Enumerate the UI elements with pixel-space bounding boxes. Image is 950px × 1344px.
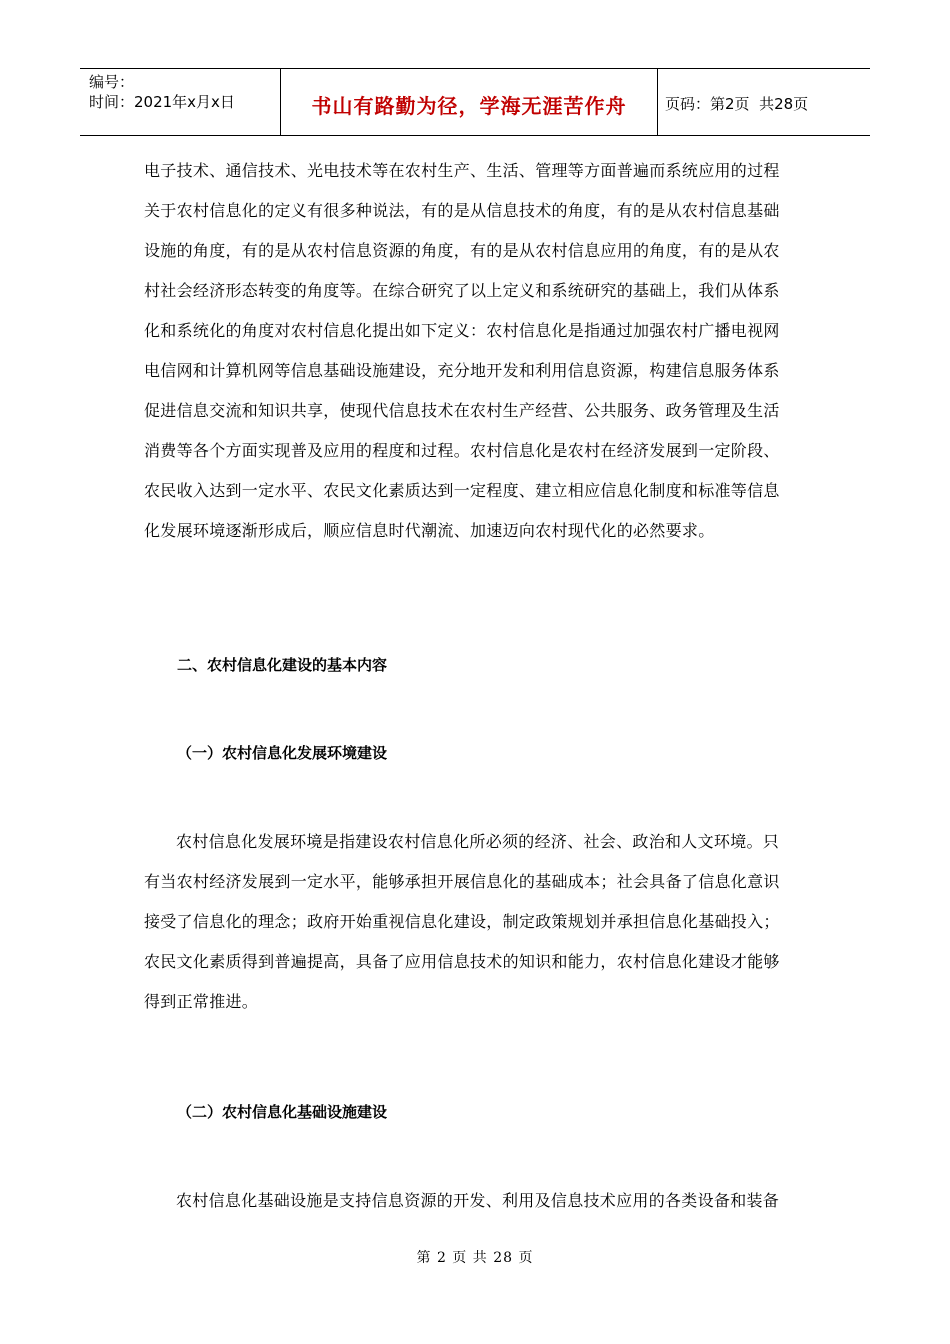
text-line: 设施的角度，有的是从农村信息资源的角度，有的是从农村信息应用的角度，有的是从农 bbox=[144, 241, 780, 260]
document-number-label: 编号： bbox=[89, 73, 135, 91]
text-line: 农民收入达到一定水平、农民文化素质达到一定程度、建立相应信息化制度和标准等信息 bbox=[144, 481, 780, 500]
page-header bbox=[80, 68, 870, 136]
text-line: 村社会经济形态转变的角度等。在综合研究了以上定义和系统研究的基础上，我们从体系 bbox=[144, 281, 780, 300]
text-line: 农民文化素质得到普遍提高，具备了应用信息技术的知识和能力，农村信息化建设才能够 bbox=[144, 952, 780, 971]
section-heading: 二、农村信息化建设的基本内容 bbox=[177, 656, 388, 674]
text-line: 消费等各个方面实现普及应用的程度和过程。农村信息化是农村在经济发展到一定阶段、 bbox=[144, 441, 780, 460]
text-line: 化和系统化的角度对农村信息化提出如下定义：农村信息化是指通过加强农村广播电视网 bbox=[144, 321, 780, 340]
text-line: 农村信息化基础设施是支持信息资源的开发、利用及信息技术应用的各类设备和装备 bbox=[176, 1191, 780, 1210]
paragraph-environment bbox=[144, 822, 808, 1022]
subsection-heading-infrastructure: （二）农村信息化基础设施建设 bbox=[177, 1103, 388, 1121]
subsection-heading-environment: （一）农村信息化发展环境建设 bbox=[177, 744, 388, 762]
header-page-info: 页码：第2页 共28页 bbox=[665, 94, 809, 113]
document-date-label: 时间：2021年x月x日 bbox=[89, 93, 235, 111]
paragraph-definition bbox=[144, 151, 808, 551]
text-line: 有当农村经济发展到一定水平，能够承担开展信息化的基础成本；社会具备了信息化意识 bbox=[144, 872, 780, 891]
header-motto-cell bbox=[281, 69, 658, 135]
text-line: 接受了信息化的理念；政府开始重视信息化建设，制定政策规划并承担信息化基础投入； bbox=[144, 912, 780, 931]
paragraph-infrastructure bbox=[144, 1181, 808, 1221]
text-line: 电信网和计算机网等信息基础设施建设，充分地开发和利用信息资源，构建信息服务体系 bbox=[144, 361, 780, 380]
header-meta-cell bbox=[80, 69, 281, 135]
text-line: 农村信息化发展环境是指建设农村信息化所必须的经济、社会、政治和人文环境。只 bbox=[176, 832, 780, 851]
footer-page-number: 第 2 页 共 28 页 bbox=[416, 1250, 534, 1266]
page-footer bbox=[0, 1247, 950, 1267]
text-line: 化发展环境逐渐形成后，顺应信息时代潮流、加速迈向农村现代化的必然要求。 bbox=[144, 521, 715, 540]
header-page-cell bbox=[658, 69, 870, 135]
text-line: 促进信息交流和知识共享，使现代信息技术在农村生产经营、公共服务、政务管理及生活 bbox=[144, 401, 780, 420]
text-line: 关于农村信息化的定义有很多种说法，有的是从信息技术的角度，有的是从农村信息基础 bbox=[144, 201, 780, 220]
header-motto: 书山有路勤为径，学海无涯苦作舟 bbox=[311, 93, 627, 118]
text-line: 电子技术、通信技术、光电技术等在农村生产、生活、管理等方面普遍而系统应用的过程 bbox=[144, 161, 780, 180]
text-line: 得到正常推进。 bbox=[144, 992, 259, 1011]
